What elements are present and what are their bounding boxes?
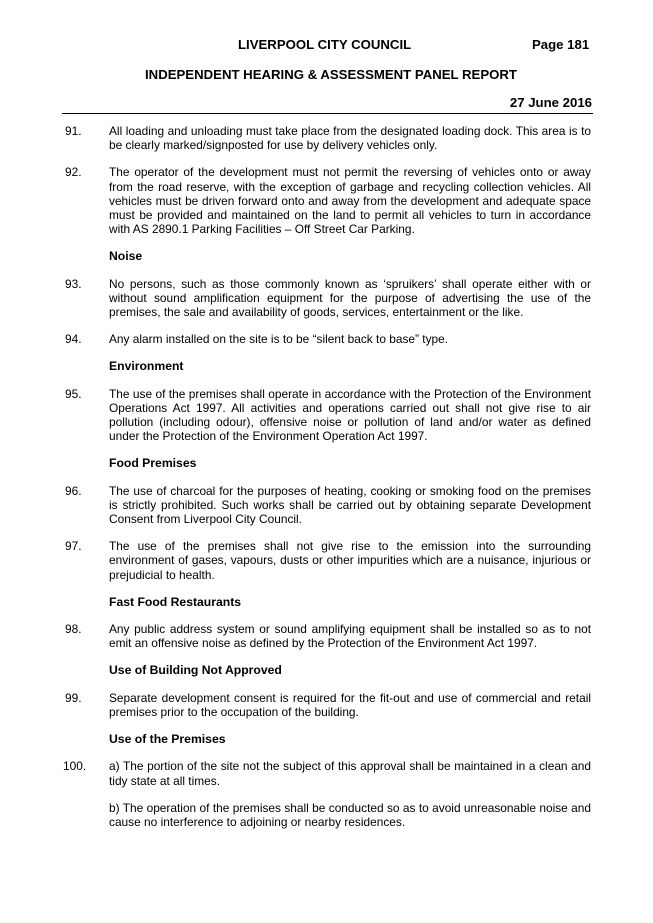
conditions-list — [0, 124, 653, 842]
condition-paragraph-b: b) The operation of the premises shall be conducted so as to avoid unreasonable noise and cause no interference to adjoining or nearby residences. — [109, 800, 591, 829]
condition-95 — [65, 386, 591, 444]
condition-text: Any public address system or sound amplifying equipment shall be installed so as to not emit an offensive noise as defined by the Protection of the Environment Act 1997. — [109, 622, 591, 651]
condition-text: Any alarm installed on the site is to be “silent back to base” type. — [109, 332, 449, 347]
condition-98 — [65, 622, 591, 651]
condition-text: The operator of the development must not permit the reversing of vehicles onto or away from the road reserve, with the exception of garbage and recycling collection vehicles. All vehicles must be driven forward onto and away from the development and adequate space must be provided and maintained on the land to permit all vehicles to turn in accordance with AS 2890.1 Parking Facilities – Off Street Car Parking. — [109, 165, 591, 237]
condition-91 — [65, 124, 591, 153]
condition-97 — [65, 539, 591, 582]
condition-number: 91. — [65, 124, 82, 138]
condition-text: Separate development consent is required for the fit-out and use of commercial and retail premises prior to the occupation of the building. — [109, 690, 591, 719]
condition-paragraph-a: a) The portion of the site not the subject of this approval shall be maintained in a clean and tidy state at all times. — [109, 759, 591, 788]
condition-number: 98. — [65, 622, 82, 637]
section-heading-environment: Environment — [109, 359, 184, 374]
section-heading-use-of-building: Use of Building Not Approved — [109, 663, 282, 678]
report-date: 27 June 2016 — [509, 95, 592, 110]
header-row — [0, 37, 653, 55]
condition-93 — [65, 276, 591, 320]
condition-text: All loading and unloading must take place from the designated loading dock. This area is to be clearly marked/signposted for use by delivery vehicles only. — [109, 124, 591, 153]
condition-96 — [65, 483, 591, 527]
section-heading-food-premises: Food Premises — [109, 456, 197, 471]
report-title: INDEPENDENT HEARING & ASSESSMENT PANEL REPORT — [145, 67, 517, 82]
header-divider — [62, 113, 593, 114]
condition-text: The use of the premises shall operate in accordance with the Protection of the Environment Operations Act 1997. All activities and operations carried out shall not give rise to air pollution (including odour), offensive noise or pollution of land and/or water as defined under the Protection of the Environment Operation Act 1997. — [109, 386, 591, 444]
condition-number: 96. — [65, 483, 82, 498]
page-number: Page 181 — [532, 37, 590, 52]
condition-94 — [65, 332, 591, 347]
condition-number: 99. — [65, 690, 82, 705]
council-name: LIVERPOOL CITY COUNCIL — [238, 37, 412, 52]
condition-number: 94. — [65, 332, 82, 347]
condition-number: 92. — [65, 165, 82, 180]
condition-100 — [63, 759, 591, 829]
section-heading-use-of-premises: Use of the Premises — [109, 732, 226, 747]
condition-99 — [65, 690, 591, 719]
condition-text: No persons, such as those commonly known as ‘spruikers’ shall operate either with or without sound amplification equipment for the purpose of advertising the use of the premises, the sale and availability of goods, services, entertainment or the like. — [109, 276, 591, 320]
section-heading-noise: Noise — [109, 249, 143, 264]
condition-number: 93. — [65, 276, 82, 291]
condition-number: 100. — [63, 759, 87, 774]
section-heading-fast-food: Fast Food Restaurants — [109, 594, 242, 609]
condition-92 — [65, 165, 591, 237]
condition-text: The use of charcoal for the purposes of heating, cooking or smoking food on the premises is strictly prohibited. Such works shall be carried out by obtaining separate Development Consent from Liverpool City Council. — [109, 483, 591, 527]
condition-number: 97. — [65, 539, 82, 554]
condition-text: The use of the premises shall not give rise to the emission into the surrounding environment of gases, vapours, dusts or other impurities which are a nuisance, injurious or prejudicial to health. — [109, 539, 591, 582]
condition-number: 95. — [65, 386, 82, 401]
